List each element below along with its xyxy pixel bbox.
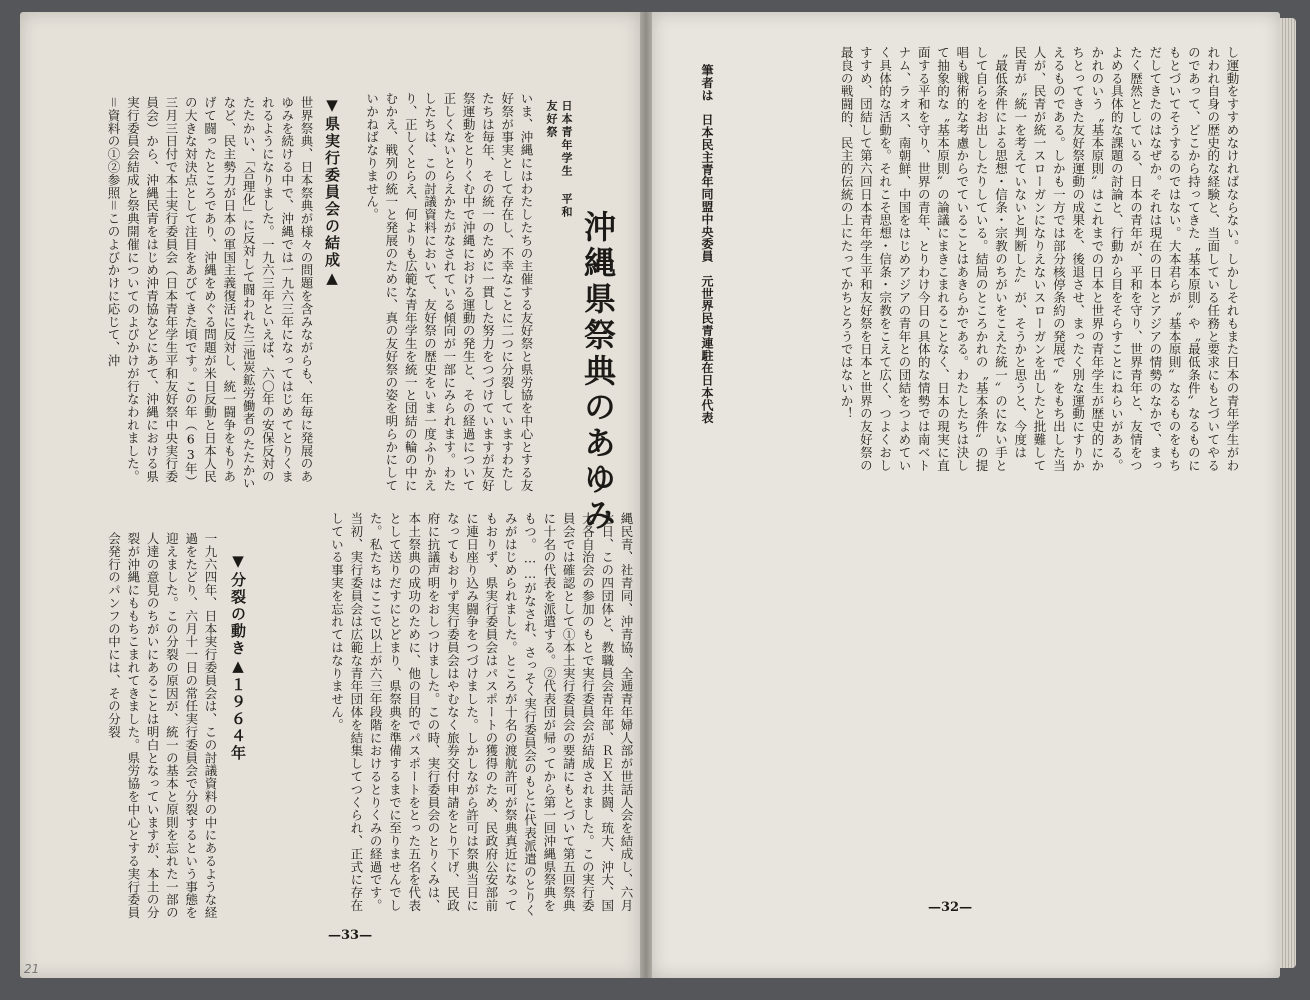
right-page [652, 12, 1280, 978]
page-number-right: —32— [928, 900, 973, 915]
section-2-paragraph: 一九六四年、日本実行委員会は、この討議資料の中にあるような経過をたどり、六月十一日の常任実行委員会で分裂するという事態を迎えました。この分裂の原因が、統一の基本と原則を忘れた一部の人達の意見のちがいにあることは明白となっていますが、本土の分裂が沖縄にももちこまれてきました。県労協を中心とする実行委員会発行のパンフの中には、その分裂 [106, 532, 218, 919]
author-signature: 筆者は 日本民主青年同盟中央委員 元世界民青連駐在日本代表 [700, 64, 714, 424]
section-heading-1: ▼県実行委員会の結成▲ [323, 96, 341, 289]
lower-paragraph: 縄民青、社青同、沖青協、全逓青年婦人部が世話人会を結成し、六月七日、この四団体と、教職員会青年部、ＲＥＸ共闘、琉大、沖大、国大各自治会の参加のもとで実行委員会が結成されました。この実行委員会では確認として①本土実行委員会の要請にもとづいて第五回祭典に十名の代表を派遣する。②代表団が帰ってから第一回沖縄県祭典をもつ。……がなされ、さっそく実行委員会のもとに代表派遣のとりくみがはじめられました。ところが十名の渡航許可が祭典真近になってもおりず、県実行委員会はパスポートの獲得のため、民政府公安部前に連日座り込み闘争をつづけました。しかしながら許可は祭典当日になってもおりず実行委員会はやむなく旅券交付申請をとり下げ、民政府に抗議声明をおしつけました。この時、実行委員会のとりくみは、本土祭典の成功のために、他の目的でパスポートをとった五名を代表として送りだすにとどまり、県祭典を準備するまでに至りませんでした。私たちはここで以上が六三年段階におけるとりくみの経過です。当初、実行委員会は広範な青年団体を結集してつくられ、正式に存在している事実を忘れてはなりません。 [329, 512, 634, 917]
intro-paragraph: いま、沖縄にはわたしたちの主催する友好祭と県労協を中心とする友好祭が事実として存在し、不幸なことに二つに分裂していますわたしたちは毎年、その統一のために一貫した努力をつづけていますが友好祭運動をとりくむ中で沖縄における運動の発生と、その経過について正しくないとらえかたがなされている傾向が一部にみられます。わたしたちは、この討議資料において、友好祭の歴史をいま一度ふりかえり、正しくとらえ、何よりも広範な青年学生を統一と団結の輪の中にむかえ、戦列の統一と発展のために、真の友好祭の姿を明らかにしていかねばなりません。 [364, 92, 534, 492]
left-page [20, 12, 640, 978]
subtitle-line-1: 日本青年学生 [560, 100, 573, 178]
section-1-paragraph: 世界祭典、日本祭典が様々の問題を含みながらも、年毎に発展のあゆみを続ける中で、沖縄では一九六三年になってはじめてとりくまれるようになりました。一九六三年といえば、六〇年の安保反対のたたかい、「合理化」に反対して闘われた三池炭鉱労働者のたたかいなど、民主勢力が日本の軍国主義復活に反対し、統一闘争をもりあげて闘ったところであり、沖縄をめぐる問題が米日反動と日本人民の大きな対決点として注目をあびてきた頃です。この年（63年）三月三日付で本土実行委員会（日本青年学生平和友好祭中央実行委員会）から、沖縄民青をはじめ沖青協などにあて、沖縄における県実行委員会結成と祭典開催についてのよびかけが行なわれました。＝資料の①②参照＝このよびかけに応じて、沖 [106, 96, 314, 490]
pencil-mark: 21 [24, 962, 40, 976]
page-number-left: —33— [328, 928, 373, 943]
section-heading-2: ▼分裂の動き▲１９６４年 [229, 552, 247, 762]
article-body: し運動をすすめなければならない。しかしそれもまた日本の青年学生がわれわれ自身の歴史的な経験と、当面している任務と要求にもとづいてやるのであって、どこから持ってきた〝基本原則〟や〝最低条件〟なるものにもとづいてそうするのではない。大本君らが〝基本原則〟なるものをもちだしてきたのはなぜか。それは現在の日本とアジアの情勢のなかで、まったく歴然としている、日本の青年が、平和を守り、世界青年と、友情をつよめる具体的な課題の討論と、行動から目をそらすことにねらいがある。かれのいう〝基本原則〟はこれまでの日本と世界の青年学生が歴史的にかちとってきた友好祭運動の成果を、後退させ、まったく別な運動にすりかえるものである。しかも一方では部分核停条約の発展で〟をもち出した当人が、民青が統一スローガンになりえないスローガンを出したと批難して民青が〝統一を考えていないと判断した〟が、そうかと思うと、今度は〝最低条件による思想・信条・宗教のちがいをこえた統一〟のにない手として自らをお出ししたりしている。結局のところかれの〝基本条件〟の提唱も戦術的な考慮からでていることはあきらかである。わたしたちは決して抽象的な〝基本原則〟の論議にまきこまれることなく、日本の現実に直面する平和を守り、世界の青年、とりわけ今日の具体的な情勢では南ベトナム、ラオス、南朝鮮、中国をはじめアジアの青年との団結をつよめていく具体的な活動を。それこそ思想・信条・宗教をこえて広く、つよくおしすすめ、団結して第六回日本青年学生平和友好祭を日本と世界の友好祭の最良の戦闘的、民主的伝統の上にたってかちとろうではないか！ [839, 46, 1240, 472]
subtitle-line-2: 平和友好祭 [545, 100, 573, 219]
page-edges [1280, 18, 1296, 968]
article-subtitle [544, 100, 574, 220]
article-title: 沖縄県祭典のあゆみ [579, 210, 617, 534]
